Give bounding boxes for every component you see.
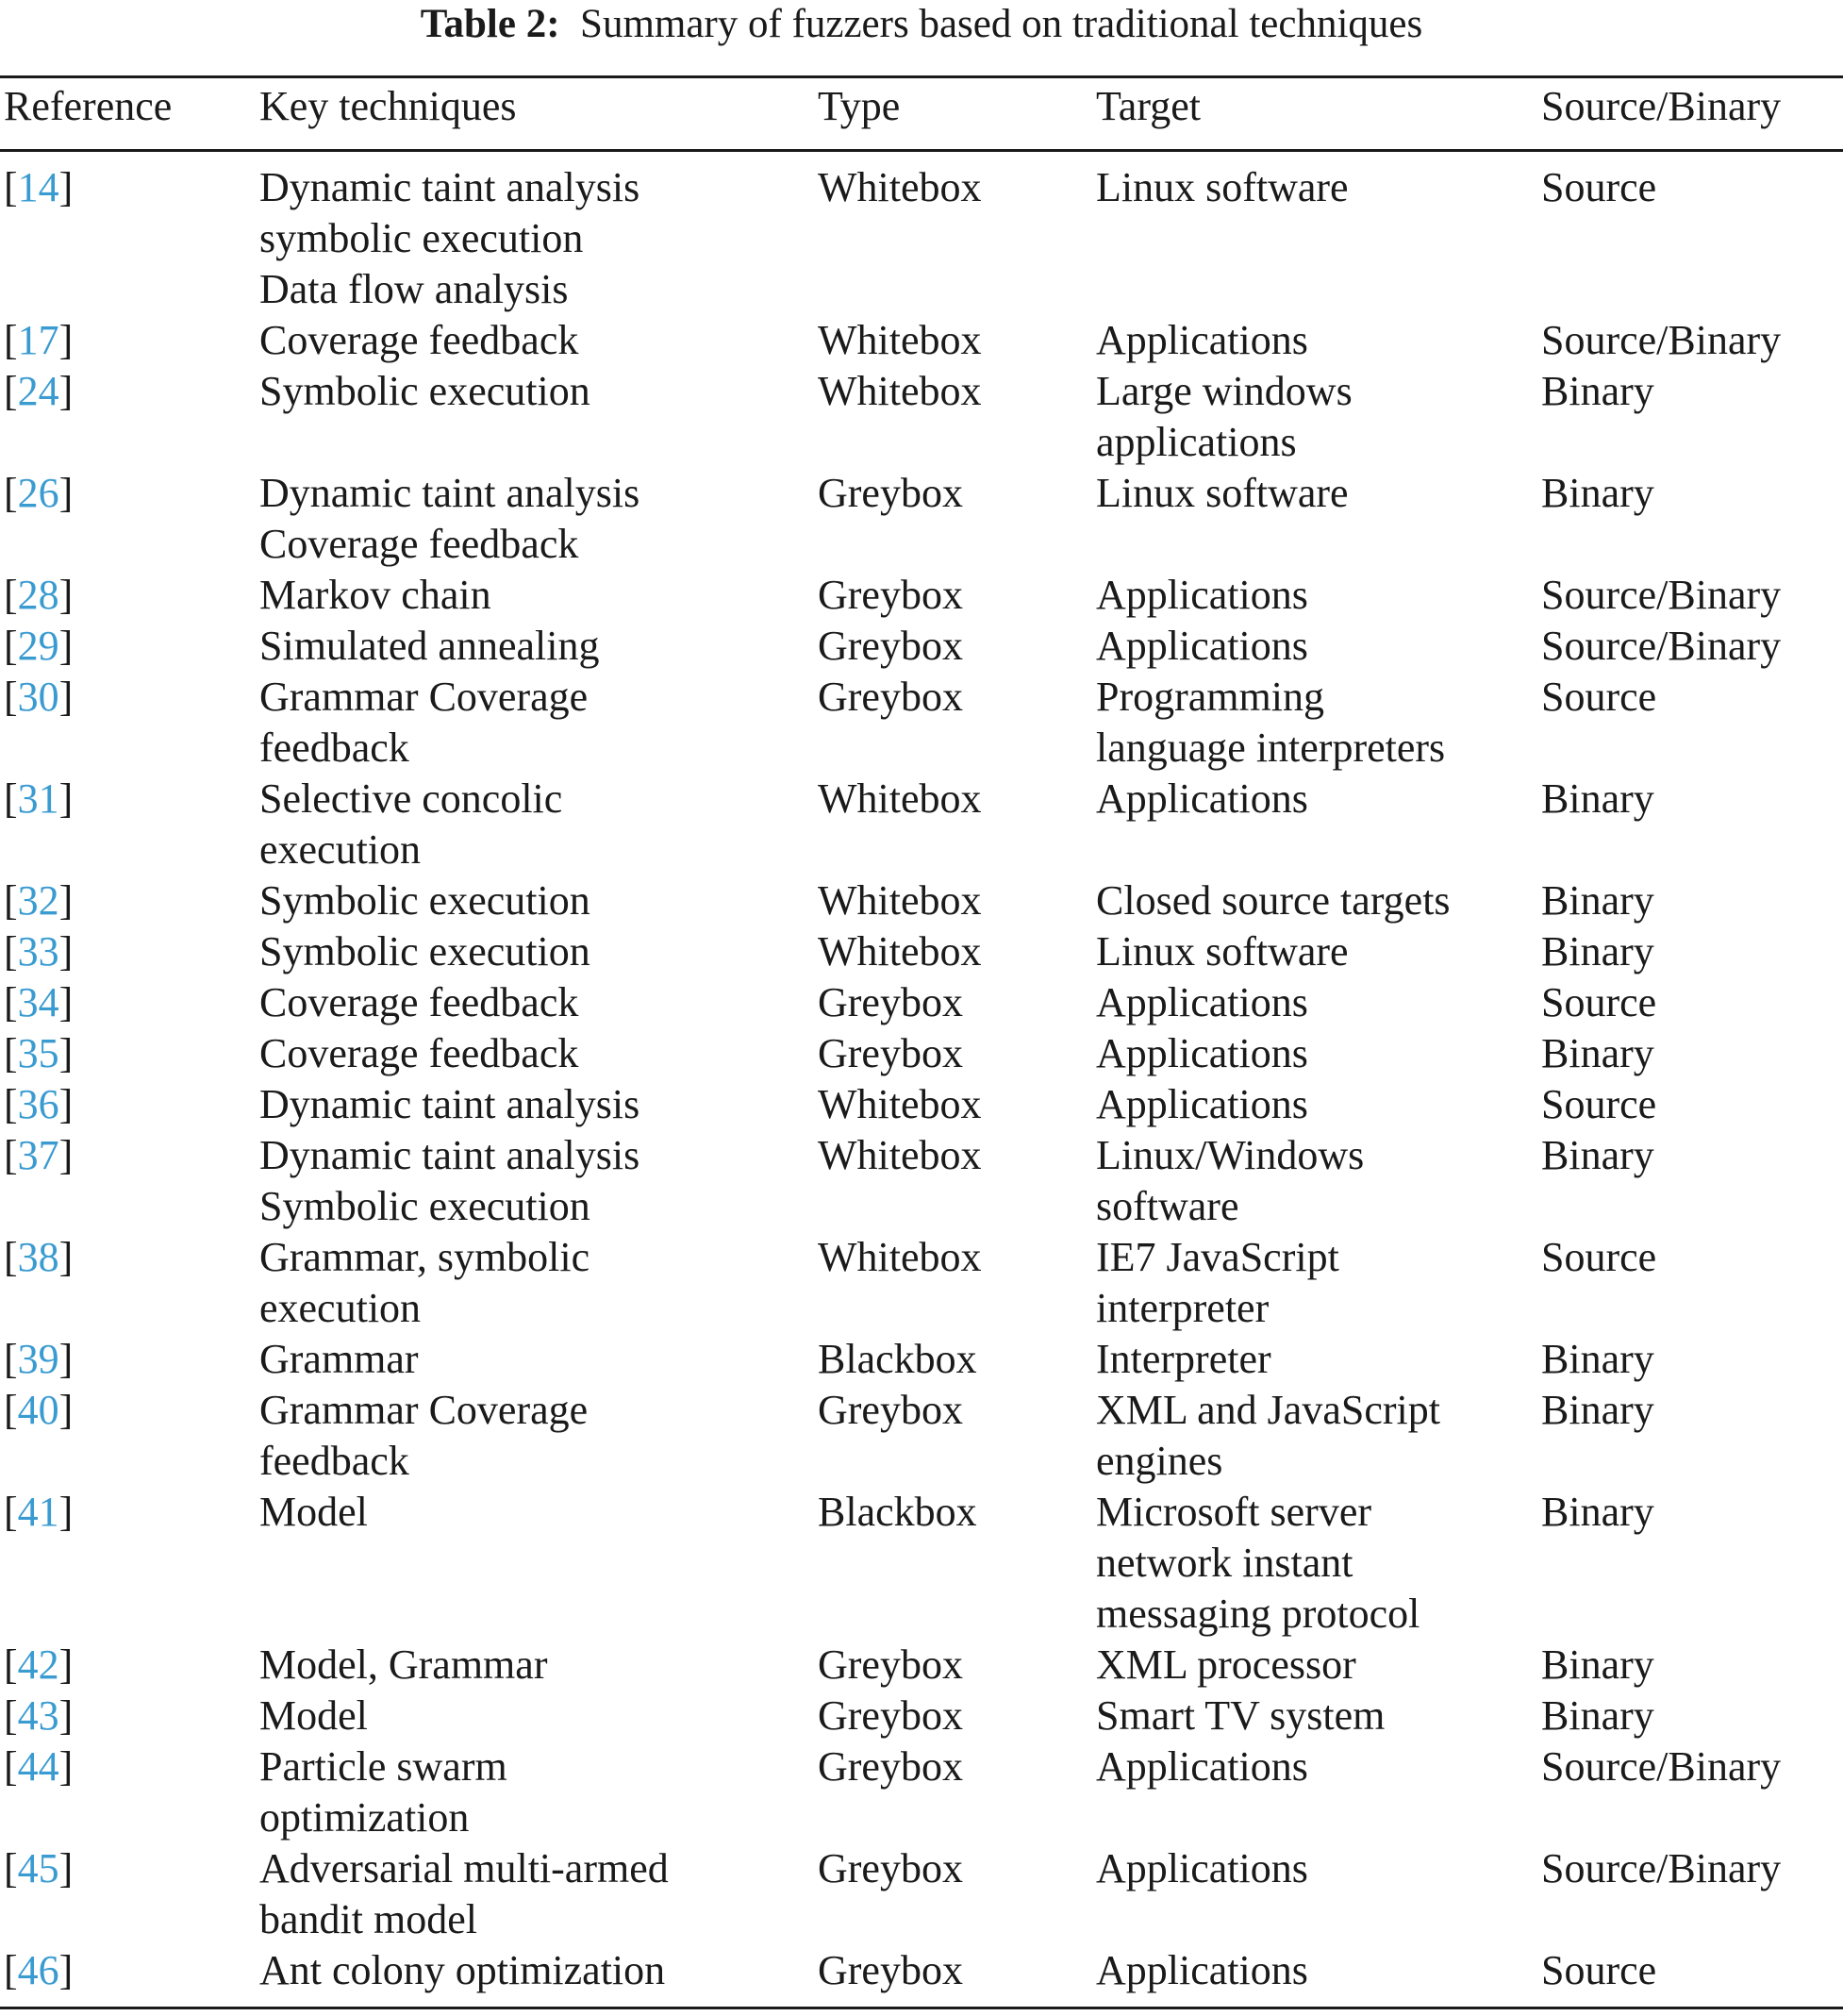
target-cell (1096, 1079, 1541, 1130)
reference-cell: [26] (4, 470, 74, 516)
table-row (0, 1232, 1843, 1334)
reference-link[interactable]: 44 (17, 1743, 59, 1790)
table-row (0, 1640, 1843, 1691)
reference-link[interactable]: 46 (17, 1947, 59, 1993)
target-cell (1096, 315, 1541, 366)
table-row (0, 1487, 1843, 1640)
reference-link[interactable]: 17 (17, 317, 59, 363)
technique-line: Coverage feedback (259, 317, 579, 363)
reference-cell: [30] (4, 674, 74, 720)
type-cell: Whitebox (818, 1081, 982, 1127)
key-techniques-cell (259, 570, 818, 621)
type-cell: Greybox (818, 1845, 963, 1891)
technique-line: Coverage feedback (259, 521, 579, 567)
reference-link[interactable]: 36 (17, 1081, 59, 1127)
header-key-techniques: Key techniques (259, 83, 517, 129)
source-binary-cell: Source/Binary (1541, 317, 1782, 363)
reference-link[interactable]: 42 (17, 1641, 59, 1688)
type-cell: Blackbox (818, 1489, 977, 1535)
type-cell: Greybox (818, 979, 963, 1025)
target-line: Applications (1096, 623, 1308, 669)
reference-link[interactable]: 45 (17, 1845, 59, 1891)
target-line: Smart TV system (1096, 1692, 1386, 1739)
caption-text: Summary of fuzzers based on traditional techniques (580, 2, 1423, 46)
reference-cell: [32] (4, 877, 74, 924)
key-techniques-cell (259, 1028, 818, 1079)
reference-cell: [34] (4, 979, 74, 1025)
header-type: Type (818, 83, 901, 129)
reference-cell: [39] (4, 1336, 74, 1382)
reference-link[interactable]: 37 (17, 1132, 59, 1178)
reference-link[interactable]: 28 (17, 572, 59, 618)
technique-line: Ant colony optimization (259, 1947, 666, 1993)
source-binary-cell: Binary (1541, 1132, 1654, 1178)
table-row (0, 672, 1843, 774)
table-row (0, 570, 1843, 621)
header-target: Target (1096, 83, 1201, 129)
table-row (0, 1028, 1843, 1079)
reference-cell: [33] (4, 928, 74, 975)
target-cell (1096, 875, 1541, 926)
target-line: Applications (1096, 775, 1308, 822)
table-row (0, 315, 1843, 366)
technique-line: Particle swarm (259, 1743, 507, 1790)
technique-line: Dynamic taint analysis (259, 164, 640, 210)
type-cell: Greybox (818, 1641, 963, 1688)
reference-link[interactable]: 30 (17, 674, 59, 720)
reference-cell: [17] (4, 317, 74, 363)
reference-cell: [35] (4, 1030, 74, 1076)
type-cell: Greybox (818, 1030, 963, 1076)
target-line: Linux software (1096, 164, 1349, 210)
target-cell (1096, 977, 1541, 1028)
reference-link[interactable]: 39 (17, 1336, 59, 1382)
reference-link[interactable]: 32 (17, 877, 59, 924)
source-binary-cell: Binary (1541, 1387, 1654, 1433)
type-cell: Greybox (818, 1692, 963, 1739)
key-techniques-cell (259, 875, 818, 926)
technique-line: Grammar (259, 1336, 419, 1382)
target-line: Linux software (1096, 470, 1349, 516)
target-cell (1096, 1232, 1541, 1334)
type-cell: Greybox (818, 1743, 963, 1790)
technique-line: Dynamic taint analysis (259, 470, 640, 516)
type-cell: Whitebox (818, 877, 982, 924)
table-row (0, 162, 1843, 315)
target-cell (1096, 926, 1541, 977)
key-techniques-cell (259, 1640, 818, 1691)
reference-cell: [41] (4, 1489, 74, 1535)
technique-line: Symbolic execution (259, 877, 590, 924)
target-cell (1096, 1385, 1541, 1487)
target-line: Linux software (1096, 928, 1349, 975)
key-techniques-cell (259, 1691, 818, 1741)
reference-link[interactable]: 40 (17, 1387, 59, 1433)
table-row (0, 468, 1843, 570)
type-cell: Blackbox (818, 1336, 977, 1382)
technique-line: bandit model (259, 1896, 477, 1942)
target-cell (1096, 1028, 1541, 1079)
target-line: XML processor (1096, 1641, 1356, 1688)
source-binary-cell: Source (1541, 674, 1657, 720)
source-binary-cell: Binary (1541, 368, 1654, 414)
bottom-rule (0, 2007, 1843, 2009)
reference-cell: [24] (4, 368, 74, 414)
target-cell (1096, 1945, 1541, 1996)
reference-link[interactable]: 29 (17, 623, 59, 669)
reference-cell: [40] (4, 1387, 74, 1433)
type-cell: Whitebox (818, 1132, 982, 1178)
key-techniques-cell (259, 1079, 818, 1130)
reference-cell: [44] (4, 1743, 74, 1790)
technique-line: Grammar Coverage (259, 1387, 589, 1433)
table-row (0, 366, 1843, 468)
technique-line: Data flow analysis (259, 266, 569, 312)
technique-line: optimization (259, 1794, 470, 1841)
target-cell (1096, 1843, 1541, 1945)
technique-line: Dynamic taint analysis (259, 1081, 640, 1127)
type-cell: Greybox (818, 623, 963, 669)
target-line: XML and JavaScript (1096, 1387, 1440, 1433)
source-binary-cell: Binary (1541, 1030, 1654, 1076)
type-cell: Whitebox (818, 775, 982, 822)
target-cell (1096, 366, 1541, 468)
table-row (0, 1130, 1843, 1232)
target-cell (1096, 1130, 1541, 1232)
source-binary-cell: Source/Binary (1541, 1743, 1782, 1790)
table-row (0, 1385, 1843, 1487)
technique-line: Grammar, symbolic (259, 1234, 590, 1280)
target-cell (1096, 621, 1541, 672)
target-line: language interpreters (1096, 725, 1446, 771)
target-cell (1096, 468, 1541, 570)
target-line: Microsoft server (1096, 1489, 1372, 1535)
technique-line: Symbolic execution (259, 928, 590, 975)
reference-cell: [37] (4, 1132, 74, 1178)
source-binary-cell: Binary (1541, 1489, 1654, 1535)
technique-line: Model (259, 1489, 368, 1535)
key-techniques-cell (259, 366, 818, 468)
reference-cell: [14] (4, 164, 74, 210)
target-line: software (1096, 1183, 1239, 1229)
caption-label: Table 2: (420, 2, 560, 46)
table-row (0, 1334, 1843, 1385)
key-techniques-cell (259, 1334, 818, 1385)
target-cell (1096, 1334, 1541, 1385)
reference-cell: [36] (4, 1081, 74, 1127)
key-techniques-cell (259, 926, 818, 977)
technique-line: Dynamic taint analysis (259, 1132, 640, 1178)
target-cell (1096, 672, 1541, 774)
key-techniques-cell (259, 774, 818, 875)
target-line: engines (1096, 1438, 1223, 1484)
source-binary-cell: Source/Binary (1541, 1845, 1782, 1891)
reference-link[interactable]: 35 (17, 1030, 59, 1076)
technique-line: feedback (259, 725, 409, 771)
reference-cell: [45] (4, 1845, 74, 1891)
source-binary-cell: Source (1541, 1081, 1657, 1127)
header-source-binary: Source/Binary (1541, 83, 1782, 129)
source-binary-cell: Source (1541, 164, 1657, 210)
key-techniques-cell (259, 1232, 818, 1334)
reference-link[interactable]: 31 (17, 775, 59, 822)
key-techniques-cell (259, 1487, 818, 1640)
target-line: Applications (1096, 572, 1308, 618)
key-techniques-cell (259, 1741, 818, 1843)
target-cell (1096, 1640, 1541, 1691)
reference-cell: [31] (4, 775, 74, 822)
technique-line: Markov chain (259, 572, 491, 618)
reference-link[interactable]: 43 (17, 1692, 59, 1739)
header-reference: Reference (4, 83, 173, 129)
type-cell: Greybox (818, 1387, 963, 1433)
target-line: Linux/Windows (1096, 1132, 1365, 1178)
table-caption (0, 0, 1843, 55)
reference-link[interactable]: 34 (17, 979, 59, 1025)
target-cell (1096, 1741, 1541, 1843)
target-line: Applications (1096, 1081, 1308, 1127)
technique-line: feedback (259, 1438, 409, 1484)
type-cell: Greybox (818, 1947, 963, 1993)
type-cell: Greybox (818, 470, 963, 516)
reference-cell: [42] (4, 1641, 74, 1688)
source-binary-cell: Binary (1541, 928, 1654, 975)
header-rule (0, 149, 1843, 152)
reference-cell: [46] (4, 1947, 74, 1993)
target-line: IE7 JavaScript (1096, 1234, 1339, 1280)
technique-line: Symbolic execution (259, 368, 590, 414)
reference-link[interactable]: 41 (17, 1489, 59, 1535)
target-line: network instant (1096, 1540, 1353, 1586)
key-techniques-cell (259, 1945, 818, 1996)
source-binary-cell: Source (1541, 1947, 1657, 1993)
reference-link[interactable]: 26 (17, 470, 59, 516)
target-line: Large windows (1096, 368, 1353, 414)
table-row (0, 1691, 1843, 1741)
technique-line: Selective concolic (259, 775, 563, 822)
target-cell (1096, 570, 1541, 621)
target-line: Applications (1096, 1947, 1308, 1993)
source-binary-cell: Binary (1541, 775, 1654, 822)
technique-line: execution (259, 1285, 422, 1331)
table-row (0, 926, 1843, 977)
table-row (0, 774, 1843, 875)
technique-line: Model (259, 1692, 368, 1739)
source-binary-cell: Binary (1541, 1641, 1654, 1688)
table-row (0, 1079, 1843, 1130)
source-binary-cell: Binary (1541, 1336, 1654, 1382)
target-cell (1096, 162, 1541, 315)
type-cell: Whitebox (818, 164, 982, 210)
key-techniques-cell (259, 672, 818, 774)
target-line: interpreter (1096, 1285, 1270, 1331)
source-binary-cell: Binary (1541, 877, 1654, 924)
key-techniques-cell (259, 315, 818, 366)
table-row (0, 1741, 1843, 1843)
type-cell: Whitebox (818, 928, 982, 975)
key-techniques-cell (259, 468, 818, 570)
target-line: applications (1096, 419, 1297, 465)
type-cell: Whitebox (818, 317, 982, 363)
reference-cell: [38] (4, 1234, 74, 1280)
technique-line: Symbolic execution (259, 1183, 590, 1229)
technique-line: execution (259, 826, 422, 873)
technique-line: Coverage feedback (259, 1030, 579, 1076)
reference-link[interactable]: 33 (17, 928, 59, 975)
key-techniques-cell (259, 1385, 818, 1487)
type-cell: Greybox (818, 572, 963, 618)
target-line: Applications (1096, 979, 1308, 1025)
technique-line: Grammar Coverage (259, 674, 589, 720)
target-line: Programming (1096, 674, 1324, 720)
technique-line: Coverage feedback (259, 979, 579, 1025)
target-line: Applications (1096, 1845, 1308, 1891)
key-techniques-cell (259, 621, 818, 672)
table-row (0, 1843, 1843, 1945)
reference-link[interactable]: 14 (17, 164, 59, 210)
table-row (0, 875, 1843, 926)
source-binary-cell: Source/Binary (1541, 572, 1782, 618)
reference-link[interactable]: 38 (17, 1234, 59, 1280)
technique-line: Adversarial multi-armed (259, 1845, 669, 1891)
type-cell: Whitebox (818, 1234, 982, 1280)
table-row (0, 977, 1843, 1028)
source-binary-cell: Source/Binary (1541, 623, 1782, 669)
target-cell (1096, 1691, 1541, 1741)
reference-cell: [29] (4, 623, 74, 669)
target-line: messaging protocol (1096, 1591, 1420, 1637)
type-cell: Greybox (818, 674, 963, 720)
source-binary-cell: Binary (1541, 1692, 1654, 1739)
key-techniques-cell (259, 162, 818, 315)
target-cell (1096, 1487, 1541, 1640)
technique-line: symbolic execution (259, 215, 584, 261)
table-row (0, 621, 1843, 672)
target-cell (1096, 774, 1541, 875)
top-rule (0, 75, 1843, 78)
reference-link[interactable]: 24 (17, 368, 59, 414)
key-techniques-cell (259, 1843, 818, 1945)
target-line: Interpreter (1096, 1336, 1271, 1382)
target-line: Applications (1096, 1743, 1308, 1790)
source-binary-cell: Source (1541, 979, 1657, 1025)
reference-cell: [28] (4, 572, 74, 618)
key-techniques-cell (259, 977, 818, 1028)
table-row (0, 1945, 1843, 1996)
technique-line: Model, Grammar (259, 1641, 548, 1688)
reference-cell: [43] (4, 1692, 74, 1739)
source-binary-cell: Source (1541, 1234, 1657, 1280)
target-line: Applications (1096, 1030, 1308, 1076)
source-binary-cell: Binary (1541, 470, 1654, 516)
key-techniques-cell (259, 1130, 818, 1232)
technique-line: Simulated annealing (259, 623, 600, 669)
target-line: Closed source targets (1096, 877, 1451, 924)
target-line: Applications (1096, 317, 1308, 363)
type-cell: Whitebox (818, 368, 982, 414)
